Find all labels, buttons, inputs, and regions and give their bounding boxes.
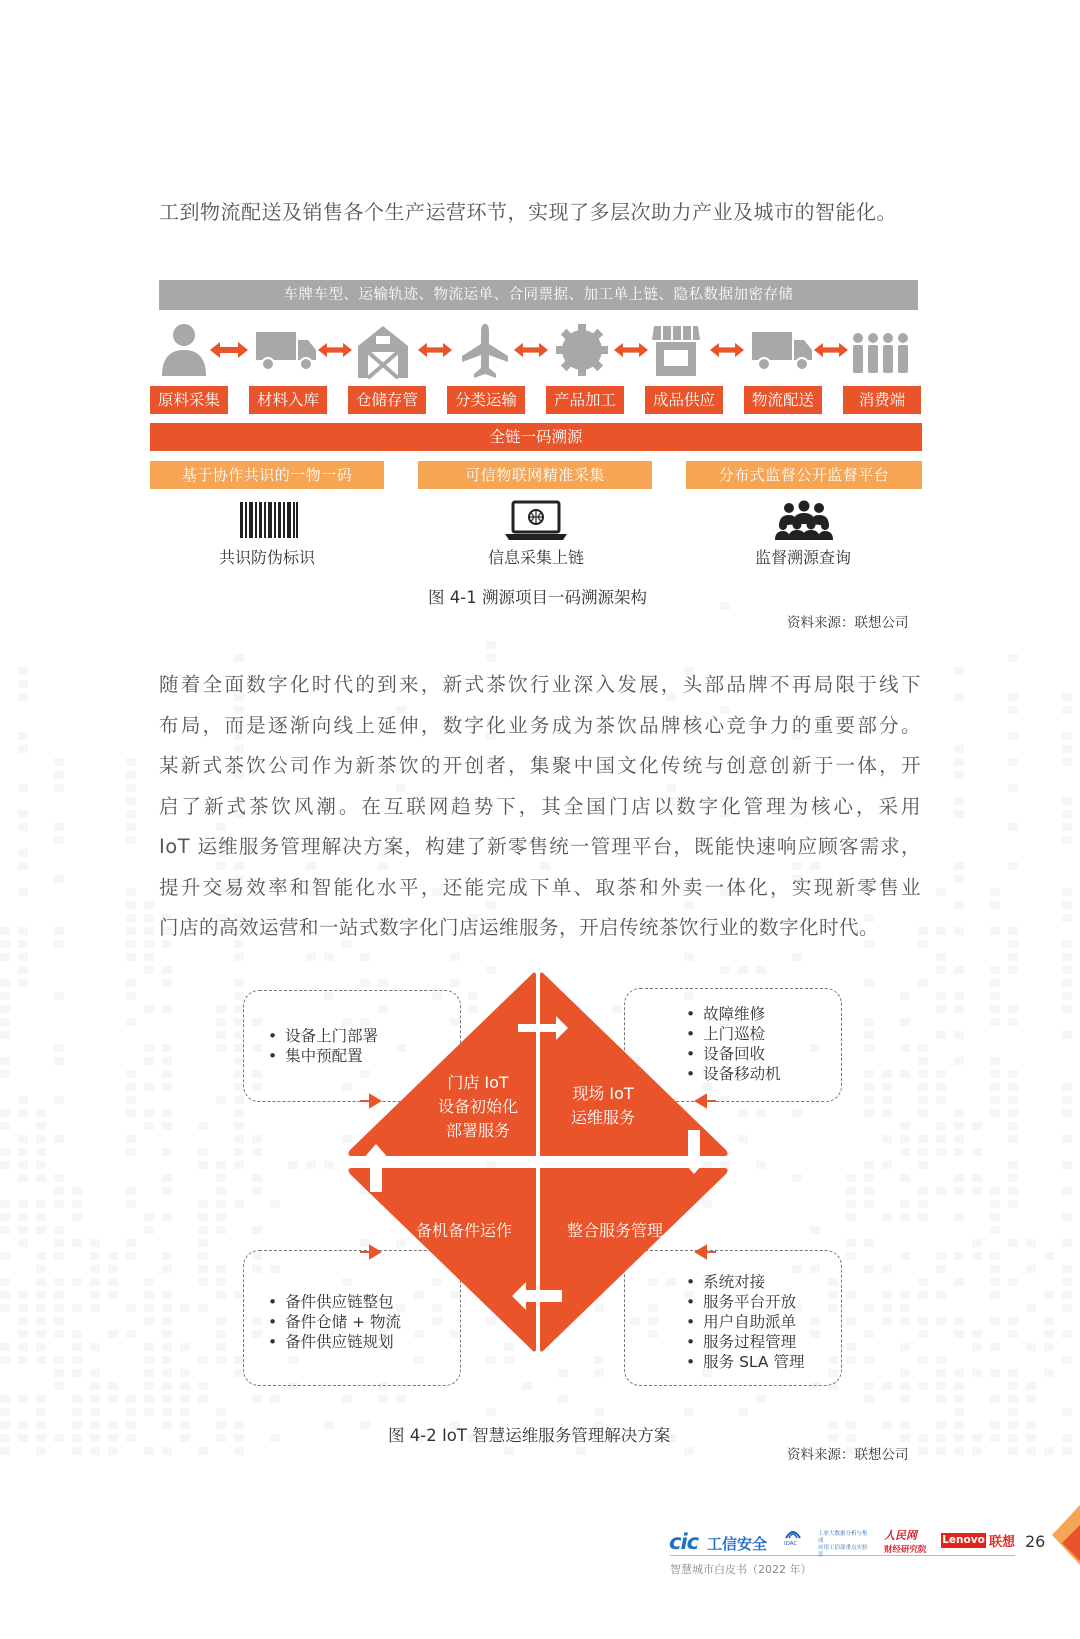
double-arrow-icon [418, 340, 452, 360]
warehouse-icon [354, 322, 412, 380]
connector-arrow-icon [360, 1093, 382, 1109]
stage-label: 物流配送 [744, 386, 822, 414]
stage-label: 材料入库 [249, 386, 327, 414]
list-item: • 服务 SLA 管理 [686, 1352, 804, 1372]
paragraph-line: 随着全面数字化时代的到来，新式茶饮行业深入发展，头部品牌不再局限于线下 [159, 673, 921, 696]
lenovo-logo: Lenovo [942, 1534, 985, 1546]
stage-label: 分类运输 [447, 386, 525, 414]
paragraph-line: 布局，而是逐渐向线上延伸，数字化业务成为茶饮品牌核心竞争力的重要部分。 [159, 713, 921, 737]
airplane-icon [460, 322, 510, 380]
list-item: • 设备回收 [686, 1044, 781, 1064]
truck-icon [254, 322, 318, 378]
list-item: • 服务平台开放 [686, 1292, 804, 1312]
connector-arrow-icon [360, 1244, 382, 1260]
paragraph-line: 提升交易效率和智能化水平，还能完成下单、取茶和外卖一体化，实现新零售业 [159, 875, 921, 899]
lenovo-logo-cn: 联想 [989, 1535, 1016, 1550]
paragraph-line: 某新式茶饮公司作为新茶饮的开创者，集聚中国文化传统与创意创新于一体，开 [159, 754, 921, 777]
supply-chain-icon-row [150, 322, 930, 382]
people-group-icon [775, 500, 833, 540]
connector-arrow-icon [694, 1244, 716, 1260]
delivery-truck-icon [750, 322, 814, 378]
lab-logo-text: 工业大数据分析与集成 应用工信部重点实验室 [818, 1531, 868, 1558]
tech-box: 基于协作共识的一物一码 [150, 461, 384, 489]
quadrant-label-top-left: 门店 IoT 设备初始化 部署服务 [437, 1073, 518, 1140]
stage-label: 消费端 [843, 386, 921, 414]
gear-icon [554, 322, 610, 378]
bullet-list-bottom-right [686, 1272, 804, 1372]
barcode-icon [240, 502, 298, 538]
list-item: • 故障维修 [686, 1004, 781, 1024]
figure-caption: 图 4-2 IoT 智慧运维服务管理解决方案 [388, 1426, 671, 1445]
stage-label: 仓储存管 [348, 386, 426, 414]
bullet-list-top-right [686, 1004, 781, 1084]
store-icon [650, 322, 702, 378]
idac-emblem-icon [784, 1526, 802, 1540]
page-number: 26 [1025, 1532, 1046, 1551]
idac-logo-text: IDAC [784, 1541, 798, 1547]
top-text-line: 工到物流配送及销售各个生产运营环节，实现了多层次助力产业及城市的智能化。 [159, 200, 897, 224]
double-arrow-icon [210, 340, 248, 360]
list-item: • 用户自助派单 [686, 1312, 804, 1332]
bullet-list-bottom-left [268, 1292, 401, 1352]
stage-label: 原料采集 [150, 386, 228, 414]
figure-source: 资料来源：联想公司 [787, 615, 909, 631]
paragraph-line: 启了新式茶饮风潮。在互联网趋势下，其全国门店以数字化管理为核心，采用 [159, 794, 921, 818]
quadrant-label-bottom-left: 备机备件运作 [415, 1221, 512, 1240]
double-arrow-icon [814, 340, 848, 360]
people-logo: 人民网 [884, 1529, 917, 1542]
laptop-icon [505, 500, 567, 540]
list-item: • 服务过程管理 [686, 1332, 804, 1352]
figure-source: 资料来源：联想公司 [787, 1447, 909, 1463]
person-icon [160, 322, 208, 378]
tech-box: 分布式监督公开监督平台 [686, 461, 922, 489]
double-arrow-icon [514, 340, 548, 360]
paragraph-line: IoT 运维服务管理解决方案，构建了新零售统一管理平台，既能快速响应顾客需求， [159, 835, 921, 858]
list-item: • 备件供应链整包 [268, 1292, 401, 1312]
list-item: • 备件仓储 + 物流 [268, 1312, 401, 1332]
stage-label: 成品供应 [645, 386, 723, 414]
quadrant-label-bottom-right: 整合服务管理 [566, 1221, 663, 1240]
double-arrow-icon [710, 340, 744, 360]
tech-box: 可信物联网精准采集 [418, 461, 652, 489]
consumers-icon [850, 322, 912, 378]
bullet-list-top-left [268, 1026, 378, 1066]
list-item: • 集中预配置 [268, 1046, 378, 1066]
paragraph-line: 门店的高效运营和一站式数字化门店运维服务，开启传统茶饮行业的数字化时代。 [159, 916, 880, 939]
list-item: • 上门巡检 [686, 1024, 781, 1044]
body-paragraph [159, 665, 921, 949]
list-item: • 备件供应链规划 [268, 1332, 401, 1352]
data-types-bar: 车牌车型、运输轨迹、物流运单、合同票据、加工单上链、隐私数据加密存储 [159, 280, 918, 310]
figure-caption: 图 4-1 溯源项目一码溯源架构 [428, 588, 647, 607]
list-item: • 设备移动机 [686, 1064, 781, 1084]
stage-label: 产品加工 [546, 386, 624, 414]
list-item: • 系统对接 [686, 1272, 804, 1292]
full-chain-trace-bar: 全链一码溯源 [150, 423, 922, 451]
people-logo-sub: 财经研究院 [884, 1545, 927, 1555]
tech-icon-label: 共识防伪标识 [218, 548, 315, 567]
tech-icon-label: 监督溯源查询 [754, 548, 851, 567]
double-arrow-icon [318, 340, 352, 360]
quadrant-label-top-right: 现场 IoT 运维服务 [570, 1084, 635, 1127]
corner-decoration-icon [1052, 1505, 1080, 1580]
double-arrow-icon [614, 340, 648, 360]
list-item: • 设备上门部署 [268, 1026, 378, 1046]
tech-icon-label: 信息采集上链 [487, 548, 584, 567]
cic-logo: cic [669, 1530, 699, 1554]
footer-subtitle: 智慧城市白皮书（2022 年） [670, 1563, 812, 1576]
cic-logo-text: 工信安全 [707, 1535, 768, 1553]
connector-arrow-icon [694, 1093, 716, 1109]
